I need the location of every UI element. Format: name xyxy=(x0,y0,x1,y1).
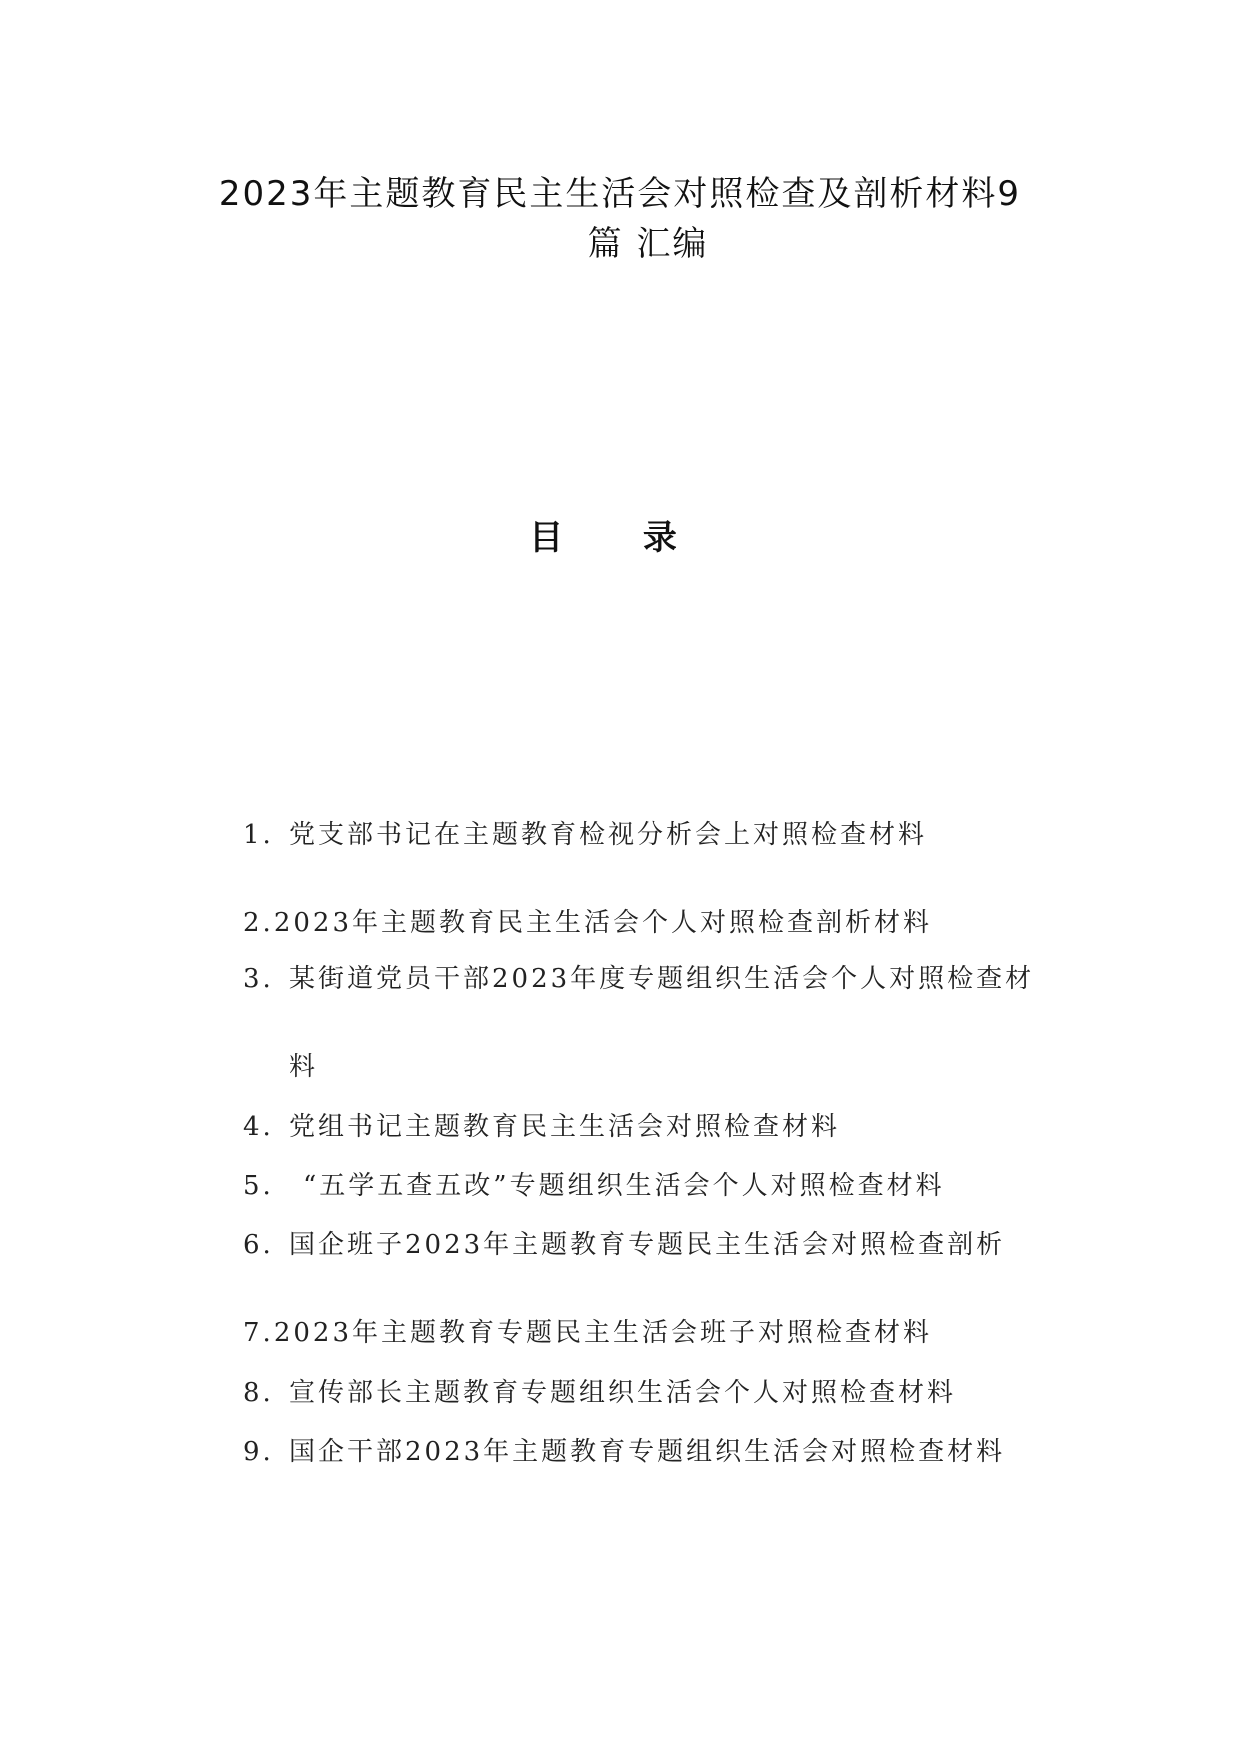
toc-item-number: 2. xyxy=(243,908,274,938)
toc-item-text: “五学五查五改”专题组织生活会个人对照检查材料 xyxy=(303,1171,945,1201)
toc-item-7 xyxy=(243,1312,932,1349)
toc-item-4 xyxy=(243,1106,840,1143)
toc-heading: 目 录 xyxy=(529,518,711,558)
document-title-line-1: 2023年主题教育民主生活会对照检查及剖析材料9 xyxy=(218,174,1022,214)
toc-item-text: 国企班子2023年主题教育专题民主生活会对照检查剖析 xyxy=(289,1230,1006,1260)
toc-item-3-continuation: 料 xyxy=(289,1052,319,1082)
toc-item-5 xyxy=(243,1165,945,1202)
toc-item-text: 国企干部2023年主题教育专题组织生活会对照检查材料 xyxy=(289,1437,1006,1467)
toc-item-number: 7. xyxy=(243,1318,274,1348)
toc-item-number: 3. xyxy=(243,964,274,994)
toc-item-number: 1. xyxy=(243,820,274,850)
toc-item-text: 宣传部长主题教育专题组织生活会个人对照检查材料 xyxy=(289,1378,957,1408)
toc-item-text: 党支部书记在主题教育检视分析会上对照检查材料 xyxy=(289,820,928,850)
toc-item-text: 某街道党员干部2023年度专题组织生活会个人对照检查材 xyxy=(289,964,1035,994)
toc-item-number: 5. xyxy=(243,1171,274,1201)
toc-item-1 xyxy=(243,814,927,851)
toc-item-text: 2023年主题教育专题民主生活会班子对照检查材料 xyxy=(273,1318,932,1348)
document-title-line-2: 篇 汇编 xyxy=(587,224,709,264)
toc-item-number: 6. xyxy=(243,1230,274,1260)
toc-item-text: 党组书记主题教育民主生活会对照检查材料 xyxy=(289,1112,841,1142)
toc-item-number: 4. xyxy=(243,1112,274,1142)
toc-item-6 xyxy=(243,1224,1005,1261)
toc-item-2 xyxy=(243,902,932,939)
toc-item-text: 2023年主题教育民主生活会个人对照检查剖析材料 xyxy=(273,908,932,938)
toc-item-9 xyxy=(243,1431,1005,1468)
toc-item-3 xyxy=(243,958,1034,995)
toc-item-8 xyxy=(243,1372,956,1409)
toc-item-number: 9. xyxy=(243,1437,274,1467)
toc-item-number: 8. xyxy=(243,1378,274,1408)
